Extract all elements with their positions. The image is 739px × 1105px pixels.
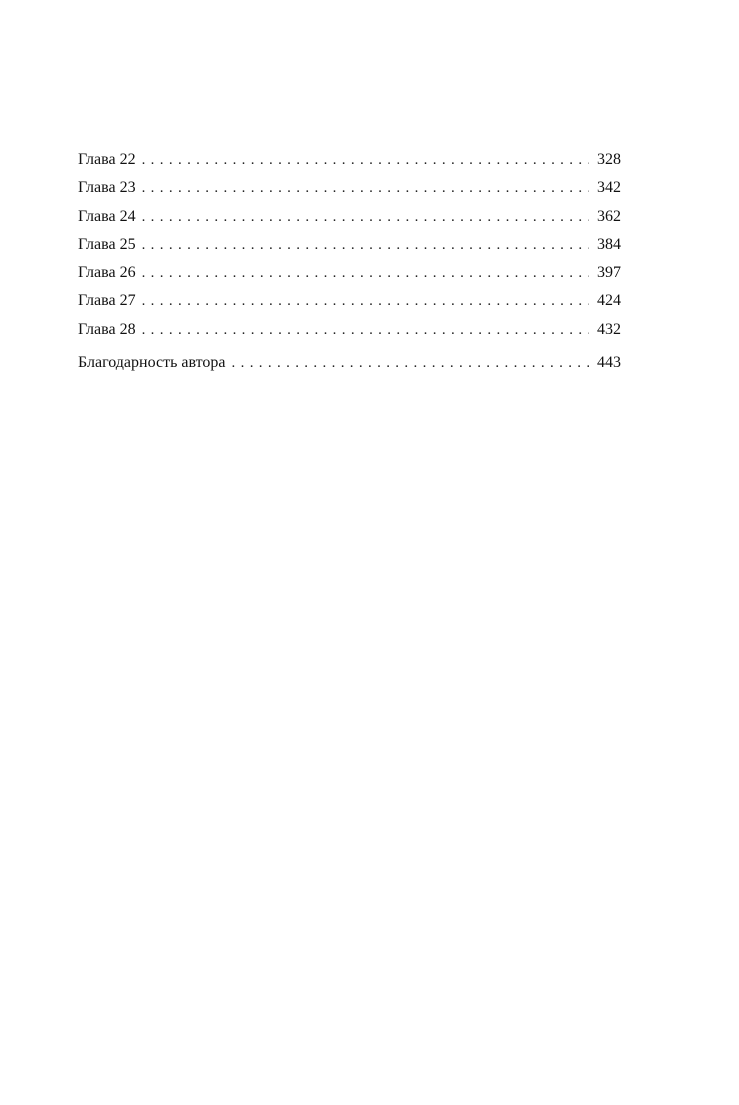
toc-entry-page-number: 432 — [597, 320, 621, 338]
toc-entry-chapter-22[interactable] — [78, 146, 621, 174]
toc-entry-title: Глава 22 — [78, 151, 136, 168]
toc-entry-chapter-27[interactable] — [78, 287, 621, 315]
dot-leader — [142, 146, 589, 174]
toc-entry-chapter-25[interactable] — [78, 231, 621, 259]
toc-entry-page-number: 362 — [597, 207, 621, 225]
toc-entry-title: Глава 25 — [78, 235, 136, 253]
dot-leader — [142, 287, 589, 315]
toc-entry-title: Глава 24 — [78, 207, 136, 225]
toc-entry-page-number: 342 — [597, 179, 621, 197]
dot-leader — [142, 259, 589, 287]
toc-entry-page-number: 443 — [597, 354, 621, 372]
toc-entry-page-number: 424 — [597, 292, 621, 310]
table-of-contents — [78, 146, 621, 377]
toc-entry-chapter-28[interactable] — [78, 316, 621, 344]
toc-entry-page-number: 328 — [597, 151, 621, 168]
dot-leader — [142, 231, 589, 259]
toc-entry-page-number: 384 — [597, 235, 621, 253]
dot-leader — [142, 203, 589, 231]
toc-entry-title: Глава 23 — [78, 179, 136, 197]
toc-entry-chapter-26[interactable] — [78, 259, 621, 287]
dot-leader — [142, 174, 589, 202]
toc-entry-acknowledgements[interactable] — [78, 349, 621, 377]
toc-entry-chapter-23[interactable] — [78, 174, 621, 202]
toc-entry-title: Глава 26 — [78, 264, 136, 282]
toc-entry-title: Глава 27 — [78, 292, 136, 310]
toc-entry-title: Глава 28 — [78, 320, 136, 338]
toc-entry-chapter-24[interactable] — [78, 203, 621, 231]
toc-entry-page-number: 397 — [597, 264, 621, 282]
dot-leader — [232, 349, 590, 377]
toc-entry-title: Благодарность автора — [78, 354, 226, 372]
dot-leader — [142, 316, 589, 344]
